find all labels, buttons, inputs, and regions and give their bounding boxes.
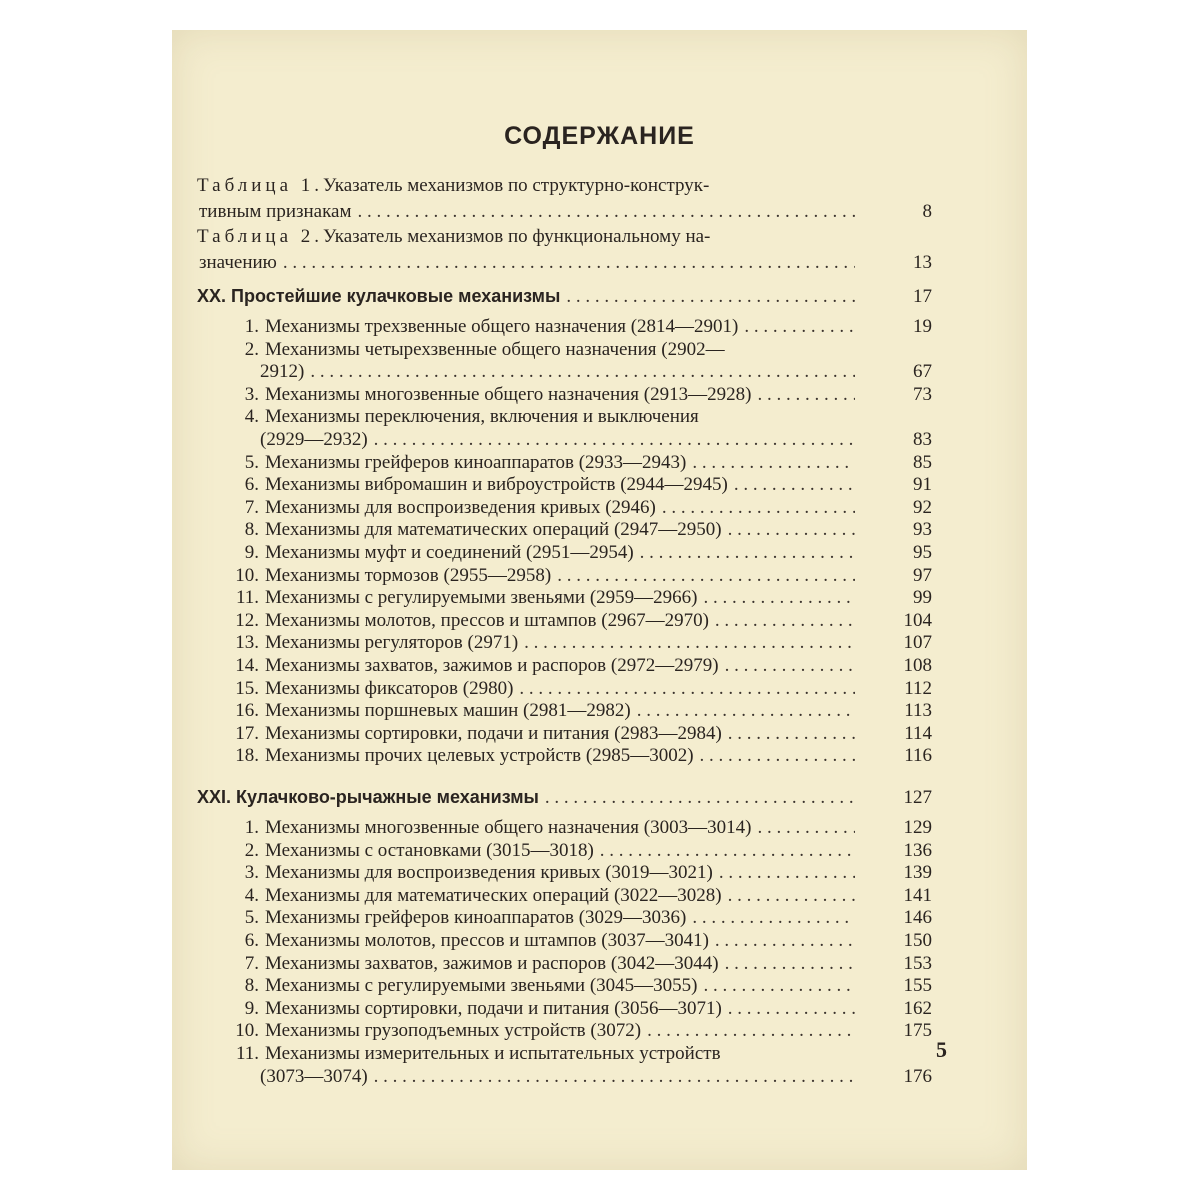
table-entry-line [199, 252, 855, 278]
dot-leader [728, 998, 855, 1020]
dot-leader [566, 286, 855, 308]
page-ref: 162 [903, 997, 932, 1019]
entry-title: Механизмы тормозов (2955—2958) [265, 564, 552, 586]
entry-number: 5. [244, 451, 259, 473]
dot-leader [637, 700, 855, 722]
entry-title: Механизмы сортировки, подачи и питания (3056—3071) [265, 997, 722, 1019]
section-heading: XXI. Кулачково-рычажные механизмы [197, 787, 539, 807]
toc-entry-cont [260, 1066, 855, 1092]
page-number: 5 [936, 1037, 947, 1062]
toc-entry [225, 745, 855, 771]
page-ref: 91 [913, 474, 932, 496]
entry-title: Механизмы трехзвенные общего назначения (2814—2901) [265, 316, 739, 337]
entry-number: 11. [235, 587, 259, 609]
entry-number: 1. [244, 316, 259, 337]
dot-leader [374, 1066, 855, 1088]
dot-leader [744, 316, 855, 338]
book-page [172, 30, 1027, 1170]
dot-leader [734, 474, 855, 496]
dot-leader [700, 745, 855, 767]
entry-number: 3. [244, 862, 259, 884]
dot-leader [703, 587, 855, 609]
entry-number: 6. [244, 474, 259, 496]
dot-leader [374, 429, 855, 451]
table-title-cont: значению [199, 252, 277, 273]
page-ref: 13 [913, 252, 932, 273]
dot-leader [692, 907, 855, 929]
dot-leader [757, 817, 855, 839]
section-heading-line [197, 787, 855, 813]
entry-title: Механизмы для математических операций (3022—3028) [265, 884, 722, 906]
dot-leader [692, 452, 855, 474]
entry-title: Механизмы переключения, включения и выключения [265, 406, 699, 428]
entry-title-cont: (2929—2932) [260, 429, 368, 450]
entry-number: 3. [244, 383, 259, 405]
page-ref: 95 [913, 542, 932, 563]
entry-title: Механизмы четырехзвенные общего назначения (2902— [265, 338, 725, 360]
entry-title: Механизмы прочих целевых устройств (2985—3002) [265, 745, 694, 767]
entry-title: Механизмы с регулируемыми звеньями (3045—3055) [265, 975, 698, 997]
dot-leader [728, 885, 855, 907]
entry-number: 10. [235, 1020, 259, 1042]
dot-leader [728, 519, 855, 541]
dot-leader [715, 610, 855, 632]
entry-title: Механизмы захватов, зажимов и распоров (2972—2979) [265, 655, 719, 676]
page-ref: 139 [903, 862, 932, 884]
entry-title: Механизмы грейферов киноаппаратов (3029—3036) [265, 907, 687, 929]
page-ref: 116 [904, 745, 932, 767]
entry-title: Механизмы многозвенные общего назначения (3003—3014) [265, 817, 752, 838]
entry-number: 14. [235, 655, 259, 676]
table-label: Таблица 1. [197, 175, 324, 196]
page-ref: 108 [903, 655, 932, 676]
entry-number: 16. [235, 700, 259, 722]
page-ref: 155 [903, 975, 932, 997]
page-ref: 99 [913, 587, 932, 609]
dot-leader [725, 655, 855, 677]
entry-number: 12. [235, 609, 259, 631]
page-ref: 85 [913, 451, 932, 473]
dot-leader [524, 632, 855, 654]
entry-title: Механизмы молотов, прессов и штампов (3037—3041) [265, 930, 709, 951]
dot-leader [545, 787, 855, 809]
page-ref: 8 [922, 201, 932, 222]
section-heading: XX. Простейшие кулачковые механизмы [197, 286, 561, 306]
page-ref: 175 [903, 1020, 932, 1042]
entry-number: 6. [244, 930, 259, 951]
page-ref: 136 [903, 839, 932, 861]
dot-leader [358, 201, 856, 223]
page-ref: 129 [903, 817, 932, 838]
entry-number: 9. [244, 542, 259, 563]
dot-leader [310, 361, 855, 383]
entry-number: 11. [235, 1043, 259, 1064]
table-label: Таблица 2. [197, 226, 324, 247]
page-ref: 104 [903, 609, 932, 631]
entry-title: Механизмы регуляторов (2971) [265, 632, 519, 654]
dot-leader [719, 862, 855, 884]
table-entry-line [197, 175, 855, 201]
dot-leader [647, 1020, 855, 1042]
entry-number: 8. [244, 519, 259, 541]
dot-leader [728, 723, 855, 745]
page-ref: 107 [903, 632, 932, 654]
dot-leader [703, 975, 855, 997]
page-ref: 114 [904, 722, 932, 744]
page-ref: 67 [913, 361, 932, 383]
entry-title: Механизмы с остановками (3015—3018) [265, 839, 594, 861]
entry-number: 7. [244, 496, 259, 518]
dot-leader [725, 953, 855, 975]
page-ref: 176 [903, 1065, 932, 1087]
dot-leader [715, 930, 855, 952]
entry-title: Механизмы поршневых машин (2981—2982) [265, 700, 631, 722]
page-ref: 150 [903, 930, 932, 951]
dot-leader [519, 678, 855, 700]
entry-title: Механизмы грузоподъемных устройств (3072) [265, 1020, 642, 1042]
page-ref: 93 [913, 519, 932, 541]
entry-title-cont: 2912) [260, 361, 305, 383]
entry-title: Механизмы вибромашин и виброустройств (2944—2945) [265, 474, 728, 496]
entry-number: 4. [244, 884, 259, 906]
page-ref: 17 [913, 286, 932, 307]
entry-title: Механизмы многозвенные общего назначения (2913—2928) [265, 383, 752, 405]
entry-number: 10. [235, 564, 259, 586]
dot-leader [662, 497, 855, 519]
entry-title: Механизмы фиксаторов (2980) [265, 677, 514, 699]
page-ref: 146 [903, 907, 932, 929]
entry-title: Механизмы муфт и соединений (2951—2954) [265, 542, 634, 563]
entry-title: Механизмы для воспроизведения кривых (2946) [265, 496, 656, 518]
entry-title: Механизмы для воспроизведения кривых (3019—3021) [265, 862, 713, 884]
entry-number: 2. [244, 338, 259, 360]
entry-number: 4. [244, 406, 259, 428]
entry-number: 1. [244, 817, 259, 838]
entry-title-cont: (3073—3074) [260, 1065, 368, 1087]
entry-number: 5. [244, 907, 259, 929]
entry-number: 15. [235, 677, 259, 699]
entry-title: Механизмы для математических операций (2947—2950) [265, 519, 722, 541]
entry-number: 17. [235, 722, 259, 744]
entry-title: Механизмы захватов, зажимов и распоров (3042—3044) [265, 952, 719, 974]
page-ref: 112 [904, 677, 932, 699]
entry-number: 7. [244, 952, 259, 974]
entry-number: 8. [244, 975, 259, 997]
page-ref: 113 [904, 700, 932, 722]
table-entry-line [199, 201, 855, 227]
entry-title: Механизмы с регулируемыми звеньями (2959—2966) [265, 587, 698, 609]
page-ref: 83 [913, 429, 932, 450]
page-ref: 141 [903, 884, 932, 906]
page-ref: 127 [903, 787, 932, 808]
dot-leader [557, 565, 855, 587]
dot-leader [283, 252, 855, 274]
dot-leader [757, 384, 855, 406]
entry-title: Механизмы сортировки, подачи и питания (2983—2984) [265, 722, 722, 744]
dot-leader [600, 840, 855, 862]
page-ref: 73 [913, 383, 932, 405]
entry-title: Механизмы молотов, прессов и штампов (2967—2970) [265, 609, 709, 631]
section-heading-line [197, 286, 855, 312]
entry-number: 13. [235, 632, 259, 654]
table-title: Указатель механизмов по функциональному на- [323, 226, 711, 247]
table-entry-line [197, 226, 855, 252]
entry-number: 2. [244, 839, 259, 861]
page-ref: 19 [913, 316, 932, 337]
page-ref: 92 [913, 496, 932, 518]
table-title: Указатель механизмов по структурно-конструк- [323, 175, 710, 196]
page-title: СОДЕРЖАНИЕ [504, 122, 695, 150]
entry-title: Механизмы измерительных и испытательных устройств [265, 1043, 721, 1064]
entry-number: 9. [244, 997, 259, 1019]
entry-number: 18. [235, 745, 259, 767]
page-ref: 97 [913, 564, 932, 586]
page-ref: 153 [903, 952, 932, 974]
entry-title: Механизмы грейферов киноаппаратов (2933—2943) [265, 451, 687, 473]
dot-leader [640, 542, 855, 564]
table-title-cont: тивным признакам [199, 201, 352, 222]
